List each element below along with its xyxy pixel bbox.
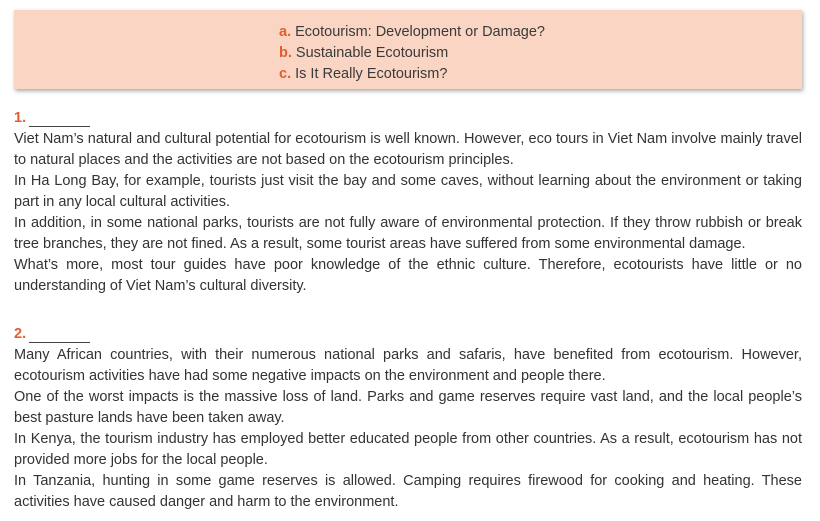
- option-c: [279, 64, 802, 85]
- passage-section-2: [14, 324, 802, 513]
- paragraph: In Kenya, the tourism industry has employed better educated people from other countries. As a result, ecotourism has not provided more jobs for the local people.: [14, 431, 802, 468]
- paragraph: What’s more, most tour guides have poor knowledge of the ethnic culture. Therefore, ecotourists have little or no understanding of Viet Nam’s cultural diversity.: [14, 257, 802, 294]
- paragraph: In Tanzania, hunting in some game reserves is allowed. Camping requires firewood for cooking and heating. These activities have caused danger and harm to the environment.: [14, 473, 802, 510]
- option-b: [279, 43, 802, 64]
- option-letter: a.: [279, 24, 292, 40]
- option-letter: c.: [279, 66, 292, 82]
- option-text: Is It Really Ecotourism?: [295, 66, 448, 82]
- passage-section-1: [14, 108, 802, 297]
- section-number: 1.: [14, 110, 27, 126]
- section-number: 2.: [14, 326, 27, 342]
- option-letter: b.: [279, 45, 292, 61]
- paragraph: One of the worst impacts is the massive loss of land. Parks and game reserves require vast land, and the local people’s best pasture lands have been taken away.: [14, 389, 802, 426]
- option-a: [279, 22, 802, 43]
- section-heading: [14, 324, 802, 345]
- answer-blank[interactable]: [29, 342, 90, 343]
- option-text: Ecotourism: Development or Damage?: [295, 24, 545, 40]
- paragraph: Viet Nam’s natural and cultural potential for ecotourism is well known. However, eco tours in Viet Nam involve mainly travel to natural places and the activities are not based on the ecotourism principles.: [14, 131, 802, 168]
- option-text: Sustainable Ecotourism: [295, 45, 449, 61]
- answer-blank[interactable]: [29, 126, 90, 127]
- paragraph: In Ha Long Bay, for example, tourists just visit the bay and some caves, without learning about the environment or taking part in any local cultural activities.: [14, 173, 802, 210]
- section-heading: [14, 108, 802, 129]
- paragraph: In addition, in some national parks, tourists are not fully aware of environmental protection. If they throw rubbish or break tree branches, they are not fined. As a result, some tourist areas have suffered from some environmental damage.: [14, 215, 802, 252]
- heading-options-box: [14, 10, 802, 89]
- paragraph: Many African countries, with their numerous national parks and safaris, have benefited from ecotourism. However, ecotourism activities have had some negative impacts on the environment and people there.: [14, 347, 802, 384]
